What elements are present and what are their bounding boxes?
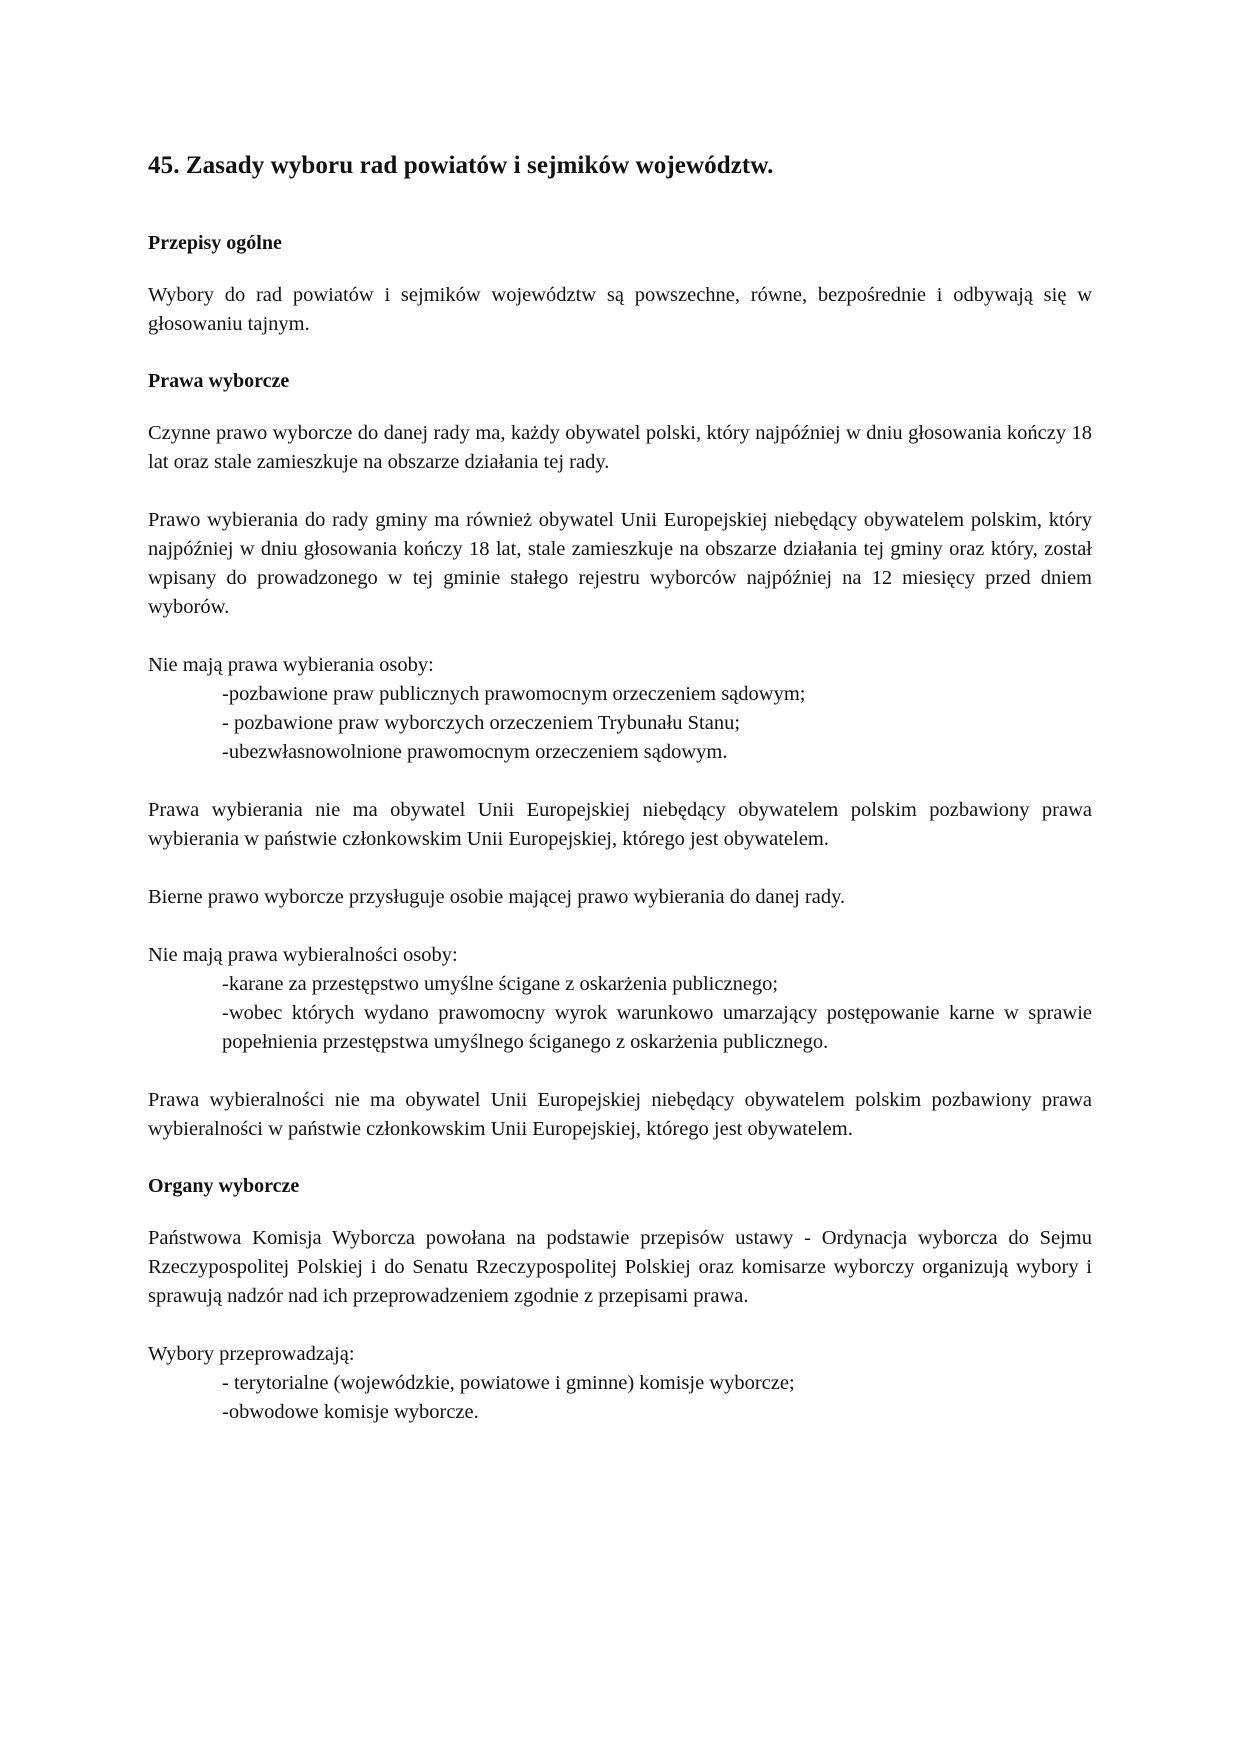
paragraph: Państwowa Komisja Wyborcza powołana na podstawie przepisów ustawy - Ordynacja wyborcza do Sejmu Rzeczypospolitej Polskiej i do Senatu Rzeczypospolitej Polskiej oraz komisarze wyborczy organizują wybory i sprawują nadzór nad ich przeprowadzeniem zgodnie z przepisami prawa. — [148, 1227, 1092, 1307]
list-item: -karane za przestępstwo umyślne ścigane z oskarżenia publicznego; — [222, 973, 779, 995]
list-item: -ubezwłasnowolnione prawomocnym orzeczeniem sądowym. — [222, 741, 728, 763]
disqualification-list — [148, 680, 1092, 767]
paragraph: Prawa wybierania nie ma obywatel Unii Europejskiej niebędący obywatelem polskim pozbawiony prawa wybierania w państwie członkowskim Unii Europejskiej, którego jest obywatelem. — [148, 799, 1092, 850]
paragraph: Czynne prawo wyborcze do danej rady ma, każdy obywatel polski, który najpóźniej w dniu głosowania kończy 18 lat oraz stale zamieszkuje na obszarze działania tej rady. — [148, 422, 1092, 473]
paragraph: Bierne prawo wyborcze przysługuje osobie mającej prawo wybierania do danej rady. — [148, 886, 846, 908]
list-item: -obwodowe komisje wyborcze. — [222, 1401, 479, 1423]
section-heading-przepisy-ogolne: Przepisy ogólne — [148, 232, 282, 254]
list-intro: Nie mają prawa wybierania osoby: — [148, 654, 434, 676]
section-heading-prawa-wyborcze: Prawa wyborcze — [148, 370, 290, 392]
paragraph: Prawa wybieralności nie ma obywatel Unii Europejskiej niebędący obywatelem polskim pozbawiony prawa wybieralności w państwie członkowskim Unii Europejskiej, którego jest obywatelem. — [148, 1089, 1092, 1140]
document-content — [148, 150, 1092, 1427]
list-item: -wobec których wydano prawomocny wyrok warunkowo umarzający postępowanie karne w sprawie popełnienia przestępstwa umyślnego ściganego z oskarżenia publicznego. — [222, 1002, 1092, 1053]
list-item: -pozbawione praw publicznych prawomocnym orzeczeniem sądowym; — [222, 683, 806, 705]
section-heading-organy-wyborcze: Organy wyborcze — [148, 1175, 300, 1197]
ineligibility-list — [148, 970, 1092, 1057]
paragraph: Prawo wybierania do rady gminy ma również obywatel Unii Europejskiej niebędący obywatelem polskim, który najpóźniej w dniu głosowania kończy 18 lat, stale zamieszkuje na obszarze działania tej gminy oraz który, został wpisany do prowadzonego w tej gminie stałego rejestru wyborców najpóźniej na 12 miesięcy przed dniem wyborów. — [148, 509, 1092, 618]
list-item: - terytorialne (wojewódzkie, powiatowe i gminne) komisje wyborcze; — [222, 1372, 795, 1394]
list-intro: Nie mają prawa wybieralności osoby: — [148, 944, 458, 966]
paragraph: Wybory do rad powiatów i sejmików województw są powszechne, równe, bezpośrednie i odbywają się w głosowaniu tajnym. — [148, 284, 1092, 335]
list-item: - pozbawione praw wyborczych orzeczeniem Trybunału Stanu; — [222, 712, 741, 734]
document-title: 45. Zasady wyboru rad powiatów i sejmików województw. — [148, 152, 774, 179]
election-bodies-list — [148, 1369, 1092, 1427]
list-intro: Wybory przeprowadzają: — [148, 1343, 355, 1365]
